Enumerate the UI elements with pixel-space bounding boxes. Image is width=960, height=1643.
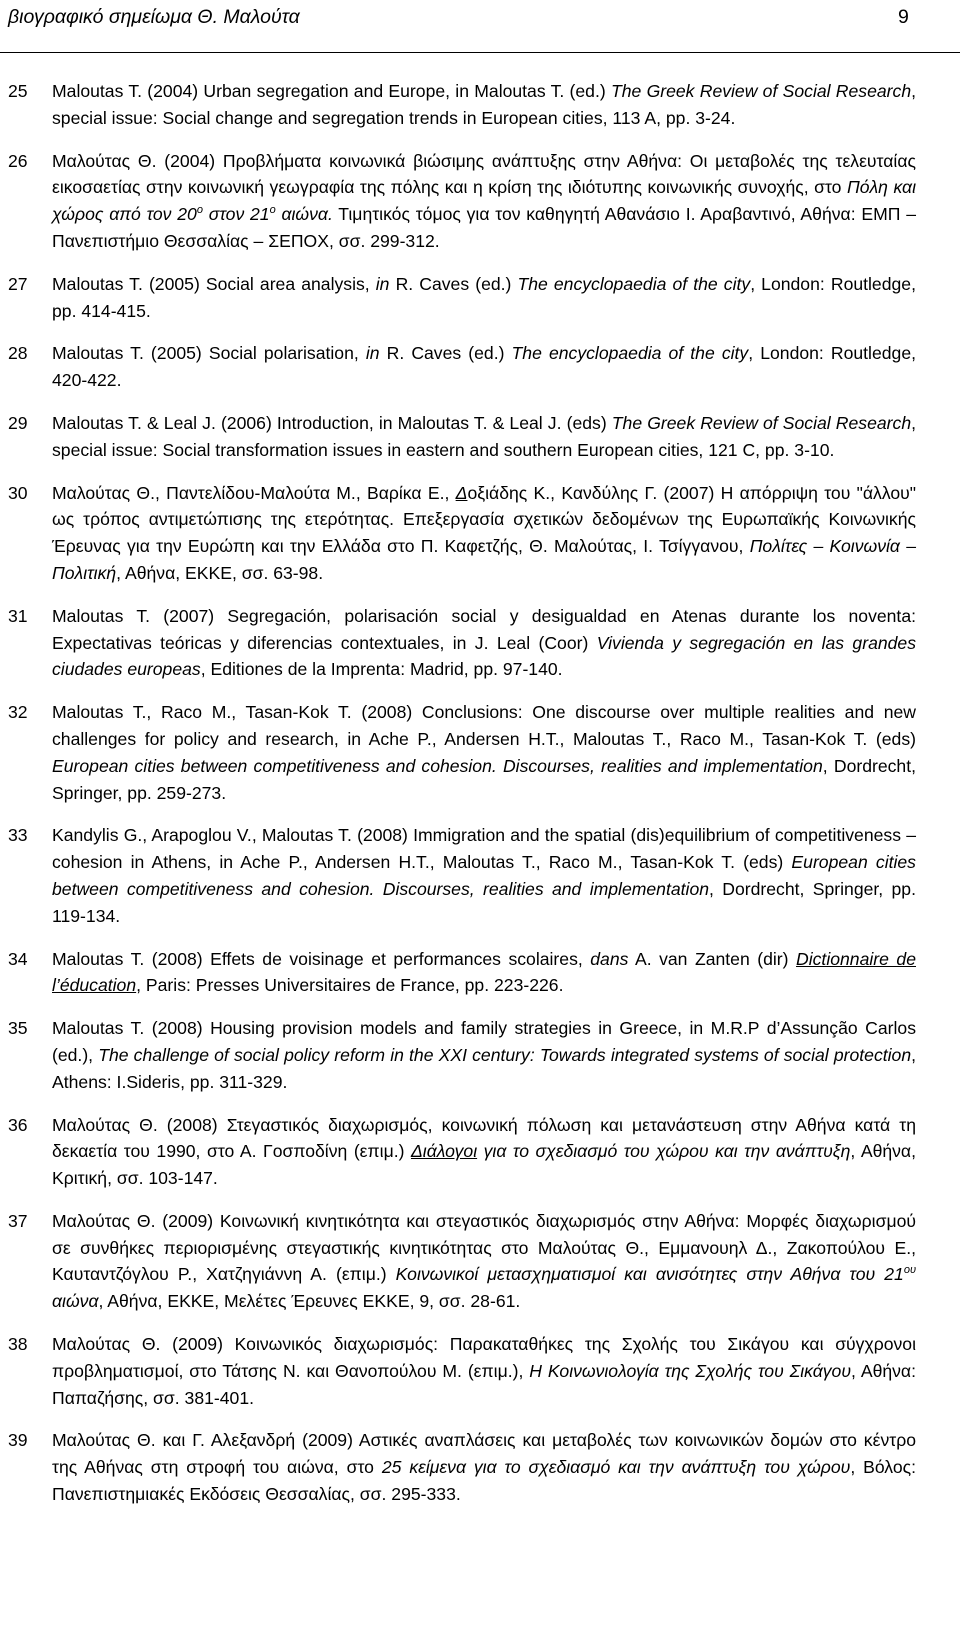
reference-item bbox=[0, 1427, 960, 1507]
reference-text bbox=[52, 946, 916, 1000]
reference-italic-segment: για το σχεδιασμό του χώρου και την ανάπτυξη bbox=[477, 1141, 851, 1162]
reference-number: 35 bbox=[8, 1018, 28, 1039]
reference-number: 26 bbox=[8, 150, 28, 171]
reference-text bbox=[52, 480, 916, 587]
reference-text-segment: Μαλούτας Θ. (2004) Προβλήματα κοινωνικά βιώσιμης ανάπτυξης στην Αθήνα: Οι μεταβολές της τελευταίας εικοσαετίας στην κοινωνική γεωγραφία της πόλης και η κρίση της ιδιότυπης κοινωνικής συνοχής, στο bbox=[52, 150, 916, 198]
reference-text-segment: , Editiones de la Imprenta: Madrid, pp. 97-140. bbox=[200, 659, 563, 680]
reference-text-segment: οξιάδης Κ., Κανδύλης Γ. (2007) Η απόρριψη του "άλλου" ως τρόπος αντιμετώπισης της ετερότητας. Επεξεργασία σχετικών δεδομένων της Ευρωπαϊκής Κοινωνικής Έρευνας για την Ευρώπη και την Ελλάδα στο Π. Καφετζής, Θ. Μαλούτας, Ι. Τσίγγανου, bbox=[52, 482, 917, 557]
reference-text-segment: , Αθήνα, ΕΚΚΕ, Μελέτες Έρευνες ΕΚΚΕ, 9, σσ. 28-61. bbox=[98, 1291, 521, 1312]
reference-item bbox=[0, 340, 960, 394]
reference-text-segment: , London: Routledge, 420-422. bbox=[52, 343, 916, 391]
reference-number: 31 bbox=[8, 605, 28, 626]
reference-text bbox=[52, 1208, 916, 1315]
superscript-segment: ο bbox=[269, 204, 276, 217]
page-header bbox=[0, 0, 960, 53]
reference-item bbox=[0, 1112, 960, 1192]
reference-text-segment: Maloutas T. (2004) Urban segregation and Europe, in Maloutas T. (ed.) bbox=[52, 81, 611, 101]
reference-italic-segment: The Greek Review of Social Research bbox=[611, 412, 912, 433]
reference-text-segment: Maloutas T. (2008) Effets de voisinage et performances scolaires, bbox=[52, 948, 591, 969]
reference-italic-segment: Πολίτες – Κοινωνία – Πολιτική bbox=[52, 536, 917, 583]
reference-item bbox=[0, 78, 960, 132]
reference-text-segment: , Αθήνα, ΕΚΚΕ, σσ. 63-98. bbox=[116, 562, 324, 583]
reference-text bbox=[52, 78, 916, 132]
reference-italic-segment: in bbox=[365, 343, 380, 364]
reference-item bbox=[0, 1331, 960, 1411]
reference-item bbox=[0, 699, 960, 806]
reference-item bbox=[0, 946, 960, 1000]
reference-text-segment: , Αθήνα, Κριτική, σσ. 103-147. bbox=[52, 1141, 916, 1189]
reference-italic-segment: European cities between competitiveness and cohesion. Discourses, realities and implementation bbox=[52, 852, 916, 899]
reference-text-segment: , Athens: I.Sideris, pp. 311-329. bbox=[52, 1044, 917, 1092]
reference-text-segment: Maloutas T. (2008) Housing provision models and family strategies in Greece, in M.R.P d’Assunção Carlos (ed.), bbox=[52, 1018, 916, 1065]
reference-underlined-segment: Δ bbox=[455, 482, 468, 503]
reference-text-segment: Μαλούτας Θ., Παντελίδου-Μαλούτα Μ., Βαρίκα Ε., bbox=[52, 482, 456, 503]
reference-text-segment: , London: Routledge, pp. 414-415. bbox=[52, 273, 916, 321]
reference-item bbox=[0, 1208, 960, 1315]
reference-number: 39 bbox=[8, 1430, 28, 1451]
reference-number: 33 bbox=[8, 825, 28, 846]
reference-italic-segment: Η Κοινωνιολογία της Σχολής του Σικάγου bbox=[529, 1360, 851, 1381]
reference-text bbox=[52, 699, 916, 806]
reference-italic-segment: Πόλη και χώρος από τον 20 bbox=[52, 177, 916, 225]
reference-italic-segment: dans bbox=[590, 948, 629, 969]
reference-italic-segment: The encyclopaedia of the city bbox=[511, 343, 749, 364]
reference-text-segment: , Dordrecht, Springer, pp. 119-134. bbox=[52, 878, 916, 926]
reference-italic-segment: Vivienda y segregación en las grandes ciudades europeas bbox=[52, 632, 916, 680]
reference-text-segment: Μαλούτας Θ. και Γ. Αλεξανδρή (2009) Αστικές αναπλάσεις και μεταβολές των κοινωνικών δομών στο κέντρο της Αθήνας στη στροφή του αιώνα, στο bbox=[52, 1430, 916, 1478]
reference-text-segment: Maloutas T. (2005) Social area analysis, bbox=[52, 273, 376, 294]
reference-item bbox=[0, 822, 960, 929]
reference-number: 34 bbox=[8, 948, 28, 969]
reference-text-segment: Maloutas T. & Leal J. (2006) Introduction, in Maloutas T. & Leal J. (eds) bbox=[52, 412, 612, 433]
reference-text bbox=[52, 603, 916, 683]
reference-italic-segment: στον 21 bbox=[202, 204, 270, 225]
reference-text-segment: R. Caves (ed.) bbox=[389, 273, 518, 294]
reference-text-segment: , Αθήνα: Παπαζήσης, σσ. 381-401. bbox=[52, 1360, 916, 1408]
reference-item bbox=[0, 603, 960, 683]
reference-italic-segment: αιώνα bbox=[52, 1291, 99, 1312]
reference-text-segment: Τιμητικός τόμος για τον καθηγητή Αθανάσιο Ι. Αραβαντινό, Αθήνα: ΕΜΠ – Πανεπιστήμιο Θεσσαλίας – ΣΕΠΟΧ, σσ. 299-312. bbox=[52, 204, 916, 251]
reference-underlined-segment: Διάλογοι bbox=[410, 1141, 478, 1162]
reference-text bbox=[52, 410, 916, 464]
reference-item bbox=[0, 480, 960, 587]
reference-text bbox=[52, 148, 916, 255]
reference-italic-segment: The Greek Review of Social Research bbox=[610, 81, 912, 101]
reference-number: 28 bbox=[8, 343, 28, 364]
reference-text-segment: , special issue: Social change and segregation trends in European cities, 113 A, pp. 3-24. bbox=[52, 81, 916, 128]
reference-text-segment: Maloutas T. (2005) Social polarisation, bbox=[52, 343, 366, 364]
reference-italic-segment: αιώνα. bbox=[275, 204, 333, 225]
reference-item bbox=[0, 148, 960, 255]
reference-text-segment: Μαλούτας Θ. (2009) Κοινωνική κινητικότητα και στεγαστικός διαχωρισμός στην Αθήνα: Μορφές διαχωρισμού σε συνθήκες περιορισμένης στεγαστικής κινητικότητας στο Μαλούτας Θ., Εμμανουηλ Δ., Ζακοπούλου Ε., Καυταντζόγλου Ρ., Χατζηγιάννη Α. (επιμ.) bbox=[52, 1210, 916, 1285]
running-title: βιογραφικό σημείωμα Θ. Μαλούτα bbox=[8, 6, 300, 28]
reference-text-segment: , special issue: Social transformation issues in eastern and southern European cities, 121 C, pp. 3-10. bbox=[52, 412, 916, 460]
page-number: 9 bbox=[898, 6, 909, 28]
reference-italic-segment: The encyclopaedia of the city bbox=[517, 273, 751, 294]
reference-text-segment: Kandylis G., Arapoglou V., Maloutas T. (2008) Immigration and the spatial (dis)equilibrium of competitiveness – cohesion in Athens, in Ache P., Andersen H.T., Maloutas T., Raco M., Tasan-Kok T. (eds) bbox=[52, 825, 916, 873]
reference-text-segment: Μαλούτας Θ. (2008) Στεγαστικός διαχωρισμός, κοινωνική πόλωση και μετανάστευση στην Αθήνα κατά τη δεκαετία του 1990, στο Α. Γοσποδίνη (επιμ.) bbox=[52, 1114, 916, 1162]
reference-text-segment: Μαλούτας Θ. (2009) Κοινωνικός διαχωρισμός: Παρακαταθήκες της Σχολής του Σικάγου και σύγχρονοι προβληματισμοί, στο Τάτσης Ν. και Θανοπούλου Μ. (επιμ.), bbox=[52, 1334, 916, 1381]
reference-italic-segment: Κοινωνικοί μετασχηματισμοί και ανισότητες στην Αθήνα του 21 bbox=[395, 1264, 904, 1285]
reference-text-segment: Maloutas T., Raco M., Tasan-Kok T. (2008) Conclusions: One discourse over multiple realities and new challenges for policy and research, in Ache P., Andersen H.T., Maloutas T., Raco M., Tasan-Kok T. (eds) bbox=[52, 702, 916, 749]
reference-text bbox=[52, 1015, 916, 1095]
reference-number: 38 bbox=[8, 1334, 28, 1355]
reference-italic-segment: European cities between competitiveness and cohesion. Discourses, realities and implementation bbox=[52, 755, 823, 776]
reference-text bbox=[52, 340, 916, 394]
reference-italic-segment: The challenge of social policy reform in the XXI century: Towards integrated systems of social protection bbox=[98, 1044, 912, 1065]
reference-italic-segment: in bbox=[375, 273, 390, 294]
reference-text-segment: R. Caves (ed.) bbox=[379, 343, 512, 364]
reference-text-segment: , Dordrecht, Springer, pp. 259-273. bbox=[52, 755, 916, 803]
reference-text-segment: , Paris: Presses Universitaires de France, pp. 223-226. bbox=[136, 975, 564, 996]
superscript-segment: ο bbox=[196, 204, 203, 217]
reference-text bbox=[52, 1112, 916, 1192]
reference-list bbox=[0, 78, 960, 1524]
reference-text bbox=[52, 271, 916, 325]
reference-text-segment: , Βόλος: Πανεπιστημιακές Εκδόσεις Θεσσαλίας, σσ. 295-333. bbox=[52, 1457, 916, 1505]
reference-number: 37 bbox=[8, 1210, 28, 1231]
reference-number: 25 bbox=[8, 81, 28, 101]
reference-text-segment: Maloutas T. (2007) Segregación, polarisación social y desigualdad en Atenas durante los noventa: Expectativas teóricas y diferencias contextuales, in J. Leal (Coor) bbox=[52, 605, 916, 653]
reference-text bbox=[52, 822, 916, 929]
reference-text bbox=[52, 1331, 916, 1411]
reference-text-segment: A. van Zanten (dir) bbox=[628, 948, 797, 969]
superscript-segment: ου bbox=[903, 1264, 916, 1277]
reference-item bbox=[0, 1015, 960, 1095]
reference-number: 27 bbox=[8, 273, 28, 294]
reference-item bbox=[0, 271, 960, 325]
reference-text bbox=[52, 1427, 916, 1507]
reference-number: 32 bbox=[8, 702, 28, 723]
reference-number: 29 bbox=[8, 412, 28, 433]
reference-italic-segment: 25 κείμενα για το σχεδιασμό και την ανάπτυξη του χώρου bbox=[381, 1457, 851, 1478]
reference-underlined-segment: Dictionnaire de l’éducation bbox=[52, 948, 916, 996]
reference-item bbox=[0, 410, 960, 464]
reference-number: 36 bbox=[8, 1114, 28, 1135]
reference-number: 30 bbox=[8, 482, 28, 503]
